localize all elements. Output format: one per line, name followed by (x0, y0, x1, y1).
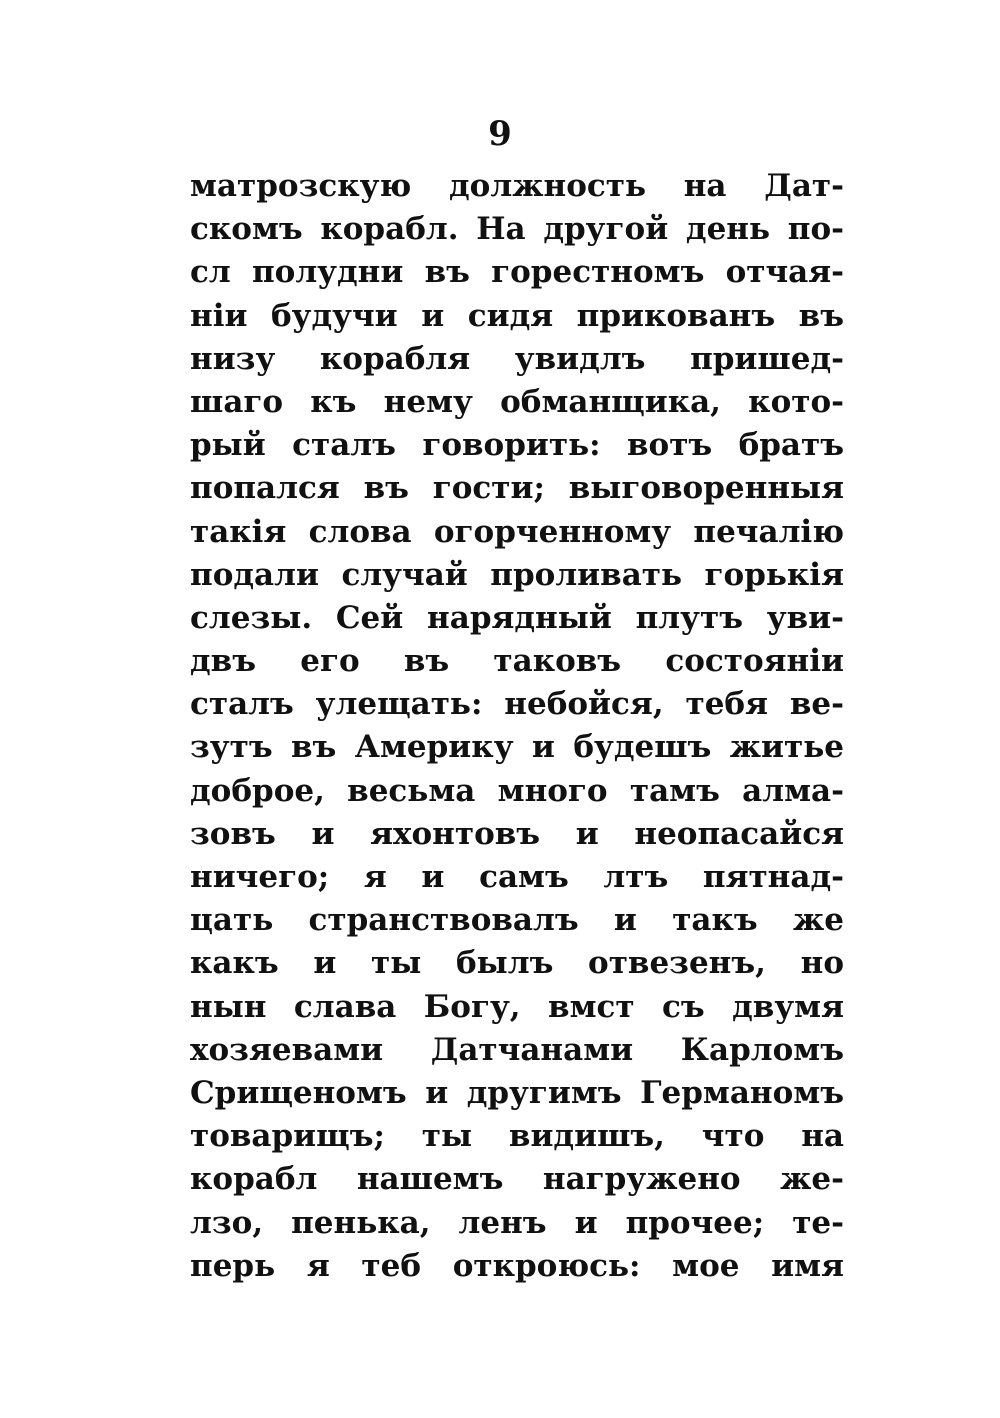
text-line: нiи будучи и сидя прикованъ въ (190, 297, 844, 334)
text-line: слезы. Сей нарядный плутъ уви- (190, 599, 844, 636)
text-line: скомъ корабл. На другой день по- (190, 211, 844, 248)
text-line: Срищеномъ и другимъ Германомъ (190, 1074, 844, 1111)
text-line: шаго къ нему обманщика, кото- (190, 383, 844, 420)
text-line: низу корабля увидлъ пришед- (190, 340, 844, 377)
text-line: такiя слова огорченному печалiю (190, 513, 844, 550)
text-line: перь я теб откроюсь: мое имя (190, 1247, 844, 1284)
text-line: доброе, весьма много тамъ алма- (190, 772, 844, 809)
text-line: хозяевами Датчанами Карломъ (190, 1031, 844, 1068)
text-line: ничего; я и самъ лтъ пятнад- (190, 859, 844, 895)
text-line: зутъ въ Америку и будешъ житье (190, 729, 844, 766)
text-line: цать странствовалъ и такъ же (190, 902, 844, 939)
text-line: матрозскую должность на Дат- (190, 168, 844, 204)
text-line: двъ его въ таковъ состоянiи (190, 643, 844, 680)
body-text (190, 165, 844, 1288)
text-line: товарищъ; ты видишъ, что на (190, 1118, 844, 1155)
text-line: какъ и ты былъ отвезенъ, но (190, 945, 844, 982)
text-line: корабл нашемъ нагружено же- (190, 1161, 844, 1198)
text-line: сталъ улещать: небойся, тебя ве- (190, 686, 844, 723)
text-line: сл полудни въ горестномъ отчая- (190, 254, 844, 291)
text-line: зовъ и яхонтовъ и неопасайся (190, 815, 844, 852)
text-line: нын слава Богу, вмст съ двумя (190, 988, 844, 1025)
text-line: подали случай проливать горькiя (190, 556, 844, 593)
text-line: лзо, пенька, ленъ и прочее; те- (190, 1204, 844, 1241)
text-line: попался въ гости; выговоренныя (190, 470, 844, 507)
page-number: 9 (488, 114, 512, 154)
text-line: рый сталъ говорить: вотъ братъ (190, 427, 844, 464)
